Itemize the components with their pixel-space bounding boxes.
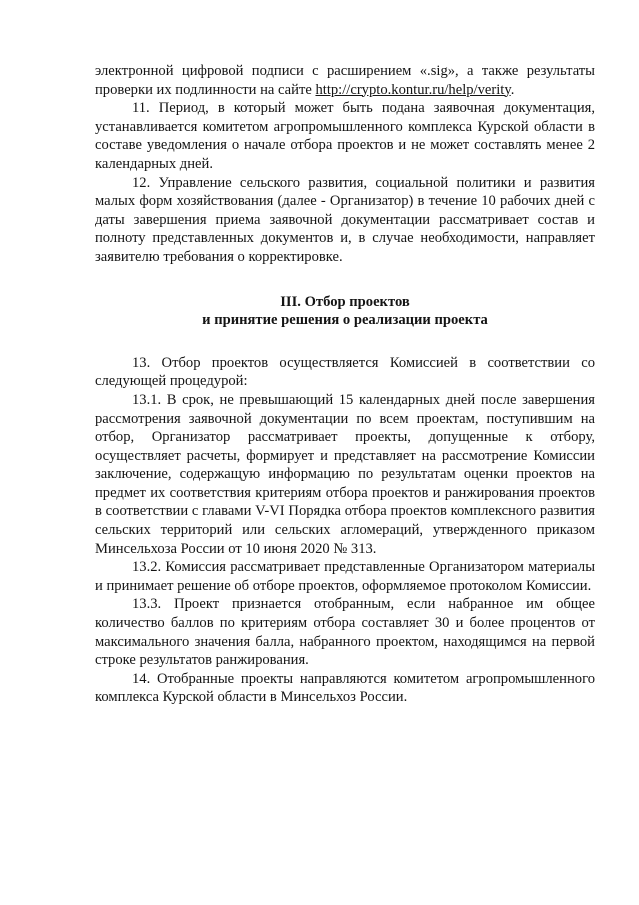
spacer (95, 330, 595, 354)
paragraph-14: 14. Отобранные проекты направляются комитетом агропромышленного комплекса Курской области в Минсельхоз России. (95, 670, 595, 706)
section-heading-title: III. Отбор проектов (280, 293, 410, 310)
section-heading-subtitle: и принятие решения о реализации проекта (202, 312, 488, 329)
paragraph-13-2: 13.2. Комиссия рассматривает представленные Организатором материалы и принимает решение об отборе проектов, оформляемое протоколом Комиссии. (95, 559, 595, 594)
paragraph-13: 13. Отбор проектов осуществляется Комиссией в соответствии со следующей процедурой: (95, 354, 595, 390)
paragraph-signature-end: . (510, 81, 515, 98)
paragraph-signature-verification (95, 62, 595, 99)
paragraph-11: 11. Период, в который может быть подана заявочная документация, устанавливается комитетом агропромышленного комплекса Курской области в составе уведомления о начале отбора проектов и не может составлять менее 2 календарных дней. (95, 100, 595, 172)
paragraph-12: 12. Управление сельского развития, социальной политики и развития малых форм хозяйствования (далее - Организатор) в течение 10 рабочих дней с даты завершения приема заявочной документации рассматривает состав и полноту представленных документов и, в случае необходимости, направляет заявителю требования о корректировке. (95, 174, 595, 265)
document-body (95, 62, 595, 707)
verification-link[interactable]: http://crypto.kontur.ru/help/verity (315, 81, 511, 98)
paragraph-13-3: 13.3. Проект признается отобранным, если набранное им общее количество баллов по критериям отбора составляет 30 и более процентов от максимального значения балла, набранного проектом, находящимся на первой строке результатов ранжирования. (95, 596, 595, 669)
spacer (95, 267, 595, 293)
paragraph-13-1: 13.1. В срок, не превышающий 15 календарных дней после завершения рассмотрения заявочной документации по всем проектам, поступившим на отбор, Организатор рассматривает проекты, допущенные к отбору, осуществляет расчеты, формирует и представляет на рассмотрение Комиссии заключение, содержащую информацию по результатам оценки проектов на предмет их соответствия критериям отбора проектов и ранжирования проектов в соответствии с главами V-VI Порядка отбора проектов комплексного развития сельских территорий или сельских агломераций, утвержденного приказом Минсельхоза России от 10 июня 2020 № 313. (95, 391, 595, 557)
paragraph-signature-text: электронной цифровой подписи с расширением «.sig», а также результаты проверки их подлинности на сайте (95, 63, 595, 98)
